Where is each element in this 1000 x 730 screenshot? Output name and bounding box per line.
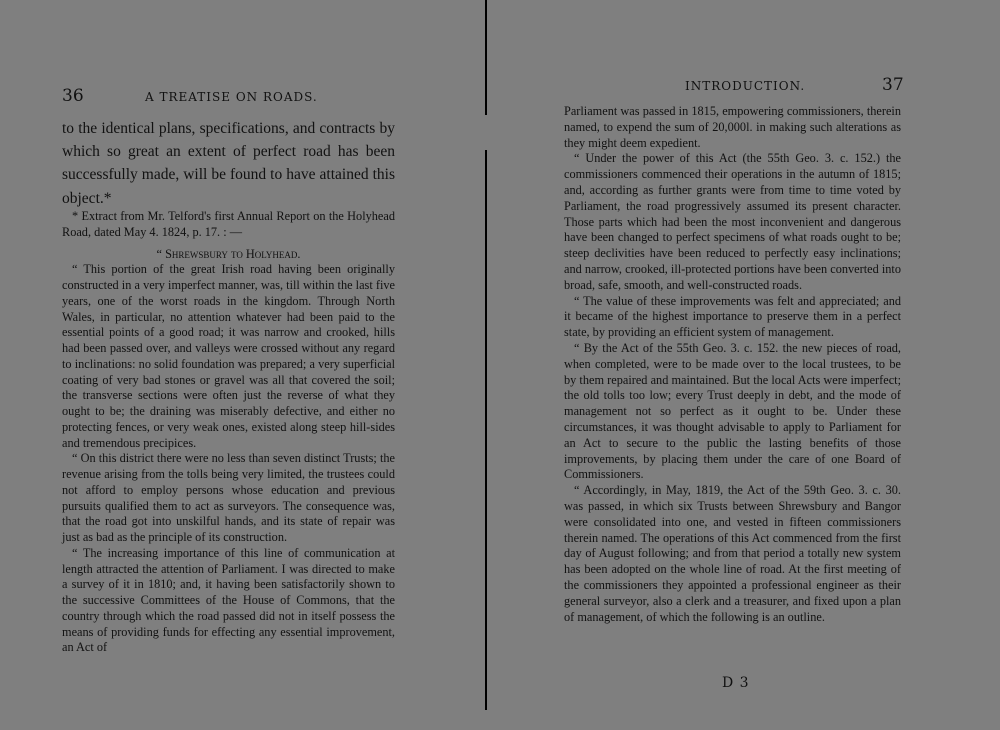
right-page [500,0,1000,730]
left-page [0,0,485,730]
footnote-paragraph-3: “ The increasing importance of this line of communication at length attracted the attention of Parliament. I was directed to make a survey of it in 1810; and, it having been satisfactorily shown to the successive Committees of the House of Commons, that the country through which the road passed did not in itself possess the means of providing funds for effecting any essential improvement, an Act of [62,545,395,655]
footnote-paragraph-1: “ This portion of the great Irish road having been originally constructed in a very imperfect manner, was, till within the last five years, one of the worst roads in the kingdom. Through North Wales, in particular, no attention whatever had been paid to the essential points of a good road; it was narrow and crooked, hills had been passed over, and valleys were crossed without any regard to inclinations: no solid foundation was prepared; a very superficial coating of very bad stones or gravel was all that covered the soil; the transverse sections were often just the reverse of what they ought to be; the draining was miserably defective, and either no protecting fences, or very weak ones, existed along steep hill-sides and tremendous precipices. [62,262,395,450]
main-text [62,117,395,210]
left-running-head: A TREATISE ON ROADS. [145,90,318,104]
right-paragraph-1: Parliament was passed in 1815, empowering commissioners, therein named, to expend the sum of 20,000l. in making such alterations as they might deem expedient. [564,104,901,150]
right-paragraph-3: “ The value of these improvements was felt and appreciated; and it became of the highest importance to preserve them in a perfect state, by providing an efficient system of management. [564,293,901,340]
footnote [62,209,395,656]
right-running-head: INTRODUCTION. [685,79,806,93]
signature-mark: D 3 [722,675,750,691]
right-page-number: 37 [882,75,904,95]
footnote-paragraph-2: “ On this district there were no less than seven distinct Trusts; the revenue arising from the tolls being very limited, the trustees could not afford to employ persons whose education and previous pursuits qualified them to act as surveyors. The consequence was, that the road got into unskilful hands, and its state of repair was just as bad as the principle of its construction. [62,451,395,544]
right-paragraph-2: “ Under the power of this Act (the 55th Geo. 3. c. 152.) the commissioners commenced their operations in the autumn of 1815; and, according as further grants were from time to time voted by Parliament, the road progressively assumed its present character. Those parts which had been the most inconvenient and dangerous have been changed to perfect specimens of what roads ought to be; steep declivities have been reduced to perfectly easy inclinations; and narrow, crooked, ill-protected portions have been converted into broad, safe, smooth, and well-constructed roads. [564,151,901,292]
right-paragraph-4: “ By the Act of the 55th Geo. 3. c. 152. the new pieces of road, when completed, were to be made over to the local trustees, to be by them repaired and maintained. But the local Acts were imperfect; the old tolls too low; every Trust deeply in debt, and the mode of management not so perfect as it ought to be. Under these circumstances, it was thought advisable to apply to Parliament for an Act to secure to the public the lasting benefits of those improvements, by placing them under the care of one Board of Commissioners. [564,340,901,482]
right-text [564,104,901,625]
left-page-number: 36 [62,86,84,106]
main-paragraph: to the identical plans, specifications, and contracts by which so great an extent of perfect road has been successfully made, will be found to have attained this object.* [62,120,395,207]
footnote-intro: * Extract from Mr. Telford's first Annual Report on the Holyhead Road, dated May 4. 1824, p. 17. : — [62,209,395,239]
footnote-heading: “ Shrewsbury to Holyhead. [156,246,301,261]
right-paragraph-5: “ Accordingly, in May, 1819, the Act of the 59th Geo. 3. c. 30. was passed, in which six Trusts between Shrewsbury and Bangor were consolidated into one, and vested in fifteen commissioners therein named. The operations of this Act commenced from the first day of August following; and from that period a totally new system has been adopted on the whole line of road. At the first meeting of the commissioners they appointed a professional engineer as their general surveyor, also a clerk and a treasurer, and fixed upon a plan of management, of which the following is an outline. [564,483,901,624]
